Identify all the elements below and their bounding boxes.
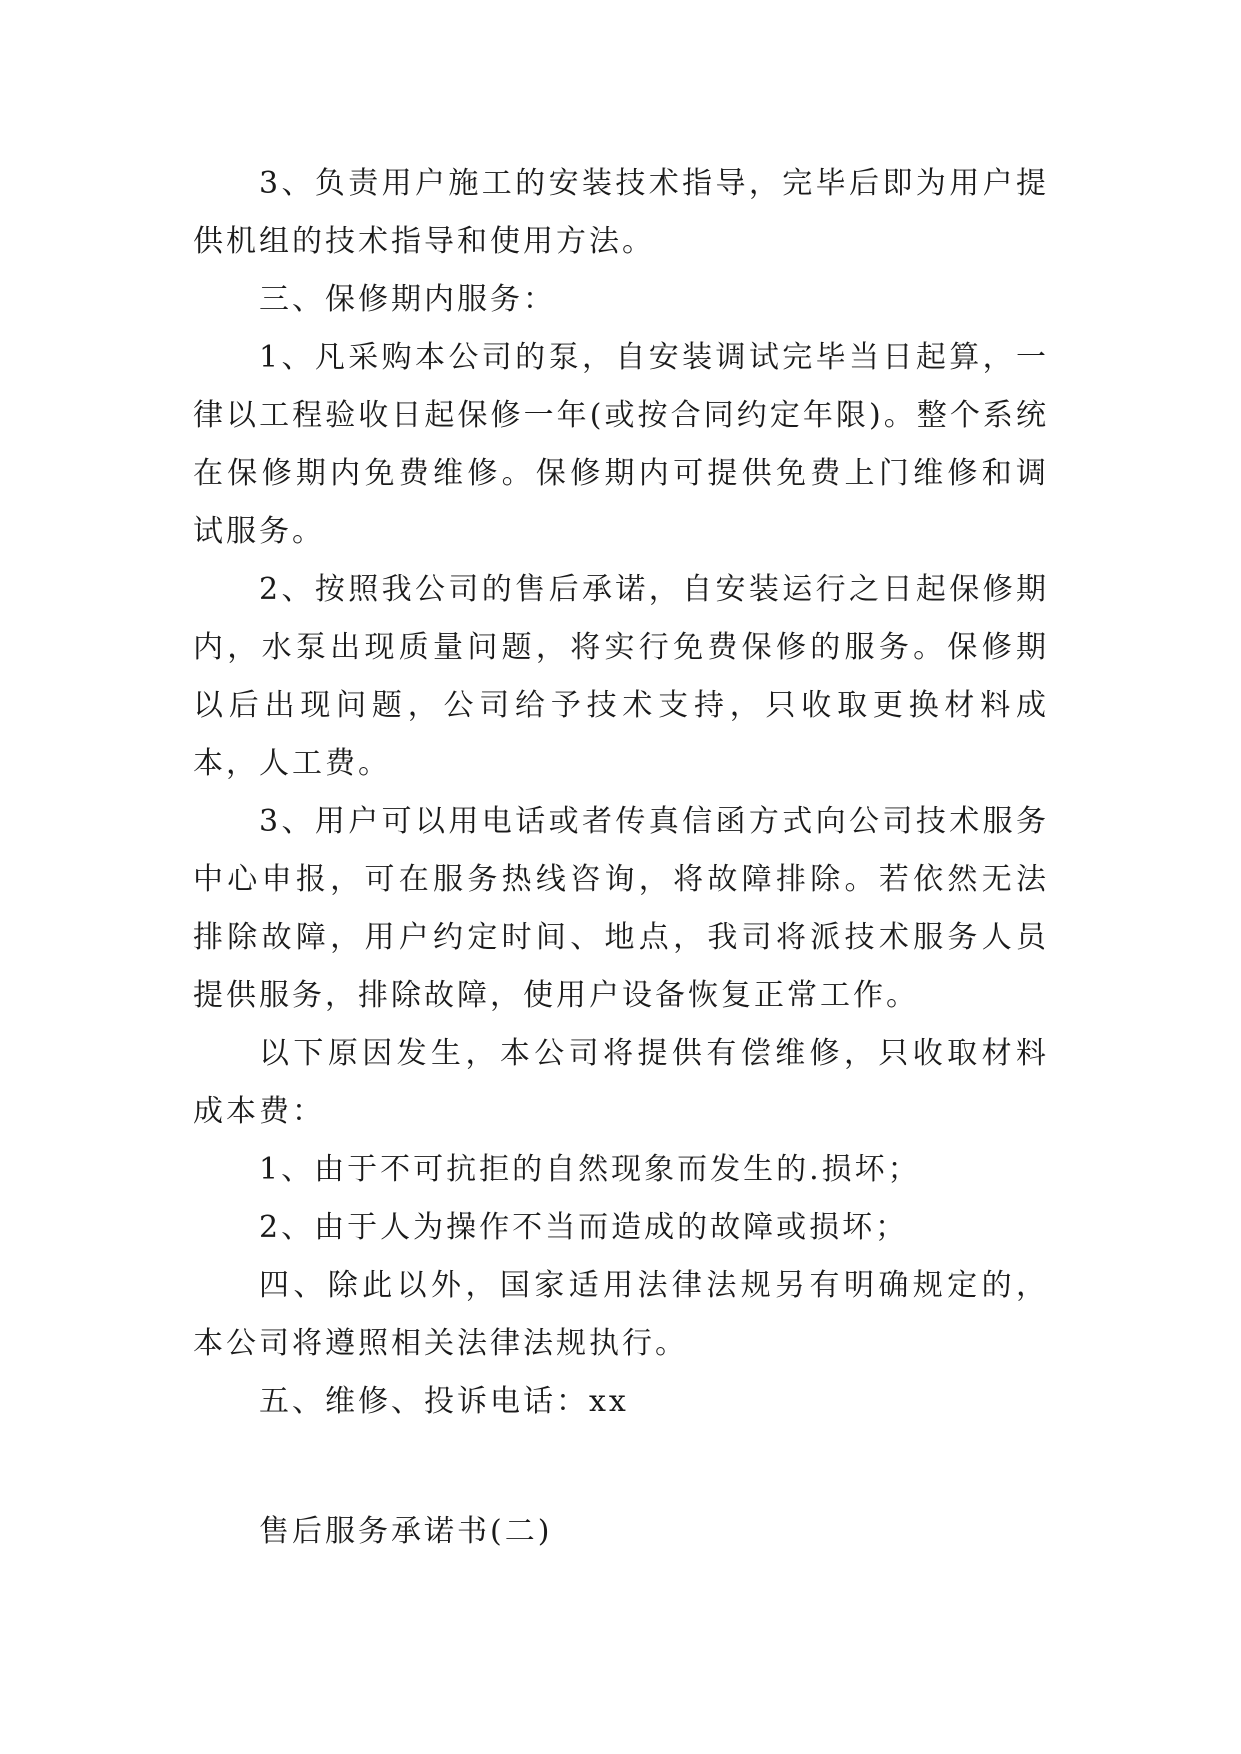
- paragraph-paid-repair-intro: 以下原因发生，本公司将提供有偿维修，只收取材料成本费：: [193, 1036, 1049, 1129]
- paragraph-legal-compliance: 四、除此以外，国家适用法律法规另有明确规定的，本公司将遵照相关法律法规执行。: [193, 1268, 1049, 1361]
- heading-warranty-service: 三、保修期内服务：: [259, 282, 556, 317]
- paragraph-service-contact: 3、用户可以用电话或者传真信函方式向公司技术服务中心申报，可在服务热线咨询，将故障排除。若依然无法排除故障，用户约定时间、地点，我司将派技术服务人员提供服务，排除故障，使用户设备恢复正常工作。: [193, 804, 1049, 1013]
- section-title: 售后服务承诺书(二): [259, 1514, 553, 1549]
- paragraph-natural-damage: 1、由于不可抗拒的自然现象而发生的.损坏；: [259, 1152, 921, 1187]
- paragraph-installation-guidance: 3、负责用户施工的安装技术指导，完毕后即为用户提供机组的技术指导和使用方法。: [193, 166, 1049, 259]
- document-body: [193, 155, 1049, 1561]
- paragraph-hotline: 五、维修、投诉电话：xx: [259, 1384, 629, 1419]
- paragraph-free-repair: 2、按照我公司的售后承诺，自安装运行之日起保修期内，水泵出现质量问题，将实行免费保修的服务。保修期以后出现问题，公司给予技术支持，只收取更换材料成本，人工费。: [193, 572, 1049, 781]
- paragraph-warranty-period: 1、凡采购本公司的泵，自安装调试完毕当日起算，一律以工程验收日起保修一年(或按合同约定年限)。整个系统在保修期内免费维修。保修期内可提供免费上门维修和调试服务。: [193, 340, 1049, 549]
- paragraph-human-damage: 2、由于人为操作不当而造成的故障或损坏；: [259, 1210, 909, 1245]
